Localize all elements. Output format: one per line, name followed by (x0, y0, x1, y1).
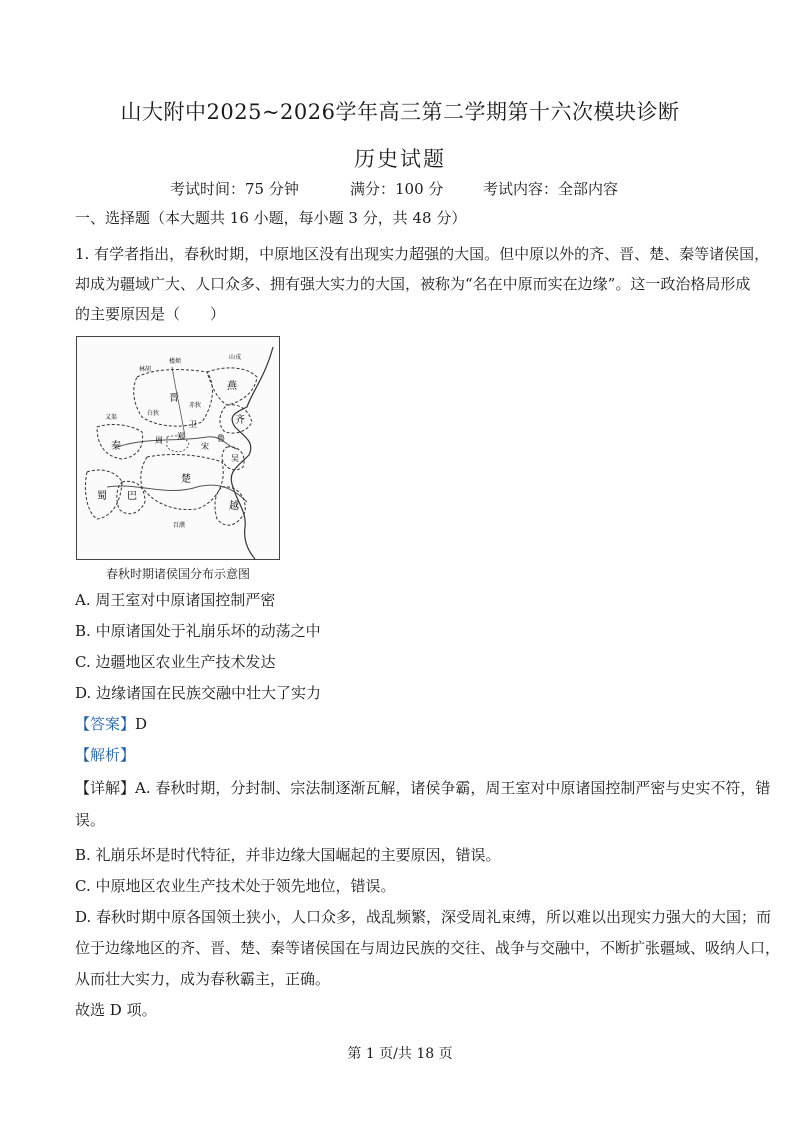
answer-line (75, 714, 147, 734)
answer-value: D (135, 715, 148, 733)
detail-label: 【详解】 (75, 779, 136, 797)
option-letter: A. (75, 591, 91, 609)
map-label-qi: 齐 (235, 415, 245, 426)
option-c (75, 652, 276, 672)
map-label-loufan: 楼烦 (169, 359, 182, 365)
analysis-line-2: 误。 (75, 811, 106, 829)
map-label-qin: 秦 (111, 441, 121, 452)
section-heading: 一、选择题（本大题共 16 小题，每小题 3 分，共 48 分） (75, 209, 467, 227)
question-stem-line-1: 1. 有学者指出，春秋时期，中原地区没有出现实力超强的大国。但中原以外的齐、晋、楚、秦等诸侯国， (75, 245, 770, 263)
map-label-zheng: 郑 (177, 432, 185, 441)
subject-title: 历史试题 (354, 147, 446, 171)
map-caption: 春秋时期诸侯国分布示意图 (105, 567, 250, 581)
analysis-line-5: D. 春秋时期中原各国领土狭小，人口众多，战乱频繁，深受周礼束缚，所以难以出现实力强大的大国；而 (75, 908, 772, 926)
analysis-label-line (75, 745, 135, 765)
analysis-line-6: 位于边缘地区的齐、晋、楚、秦等诸侯国在与周边民族的交往、战争与交融中，不断扩张疆域、吸纳人口， (75, 939, 781, 957)
analysis-text: A. 春秋时期，分封制、宗法制逐渐瓦解，诸侯争霸，周王室对中原诸国控制严密与史实不符，错 (135, 779, 771, 797)
option-text: 边缘诸国在民族交融中壮大了实力 (96, 684, 322, 702)
map-drawing (77, 337, 279, 559)
option-letter: B. (75, 622, 91, 640)
page-number: 第 1 页/共 18 页 (347, 1046, 453, 1062)
option-letter: D. (75, 684, 92, 702)
spring-autumn-map (76, 336, 280, 560)
map-label-shu: 蜀 (97, 491, 107, 502)
map-label-lu: 鲁 (217, 434, 225, 443)
map-label-wu: 吴 (231, 454, 239, 463)
map-label-zhou: 周 (155, 436, 163, 445)
question-stem-line-2: 却成为疆域广大、人口众多、拥有强大实力的大国，被称为“名在中原而实在边缘”。这一政治格局形成 (75, 275, 751, 293)
analysis-line-1 (75, 778, 770, 798)
analysis-label: 【解析】 (75, 746, 136, 764)
map-label-chu: 楚 (181, 474, 191, 485)
analysis-line-3: B. 礼崩乐坏是时代特征，并非边缘大国崛起的主要原因，错误。 (75, 846, 501, 864)
map-label-yiqu: 义渠 (105, 415, 118, 421)
option-letter: C. (75, 653, 91, 671)
map-label-yan: 燕 (227, 381, 237, 392)
option-text: 边疆地区农业生产技术发达 (95, 653, 276, 671)
map-label-baidi: 白狄 (147, 411, 160, 417)
question-stem-line-3: 的主要原因是（ ） (75, 305, 226, 323)
map-label-wei: 卫 (189, 420, 197, 429)
analysis-line-4: C. 中原地区农业生产技术处于领先地位，错误。 (75, 877, 396, 895)
option-text: 周王室对中原诸国控制严密 (95, 591, 276, 609)
answer-label: 【答案】 (75, 715, 136, 733)
map-label-shanrong: 山戎 (229, 355, 242, 361)
analysis-line-8: 故选 D 项。 (75, 1001, 157, 1019)
map-label-linhu: 林胡 (139, 367, 152, 373)
map-label-ba: 巴 (127, 491, 137, 502)
exam-content: 考试内容：全部内容 (483, 180, 619, 198)
exam-time: 考试时间：75 分钟 (170, 180, 299, 198)
map-label-chidi: 赤狄 (189, 403, 202, 409)
analysis-line-7: 从而壮大实力，成为春秋霸主，正确。 (75, 970, 331, 988)
map-label-song: 宋 (201, 442, 209, 451)
option-b (75, 621, 321, 641)
full-score: 满分：100 分 (350, 180, 444, 198)
option-d (75, 683, 321, 703)
exam-title: 山大附中2025~2026学年高三第二学期第十六次模块诊断 (120, 100, 680, 124)
option-text: 中原诸国处于礼崩乐坏的动荡之中 (95, 622, 321, 640)
map-label-yue: 越 (229, 501, 239, 512)
map-label-baipu: 百濮 (173, 523, 186, 529)
map-label-jin: 晋 (169, 393, 179, 404)
option-a (75, 590, 275, 610)
